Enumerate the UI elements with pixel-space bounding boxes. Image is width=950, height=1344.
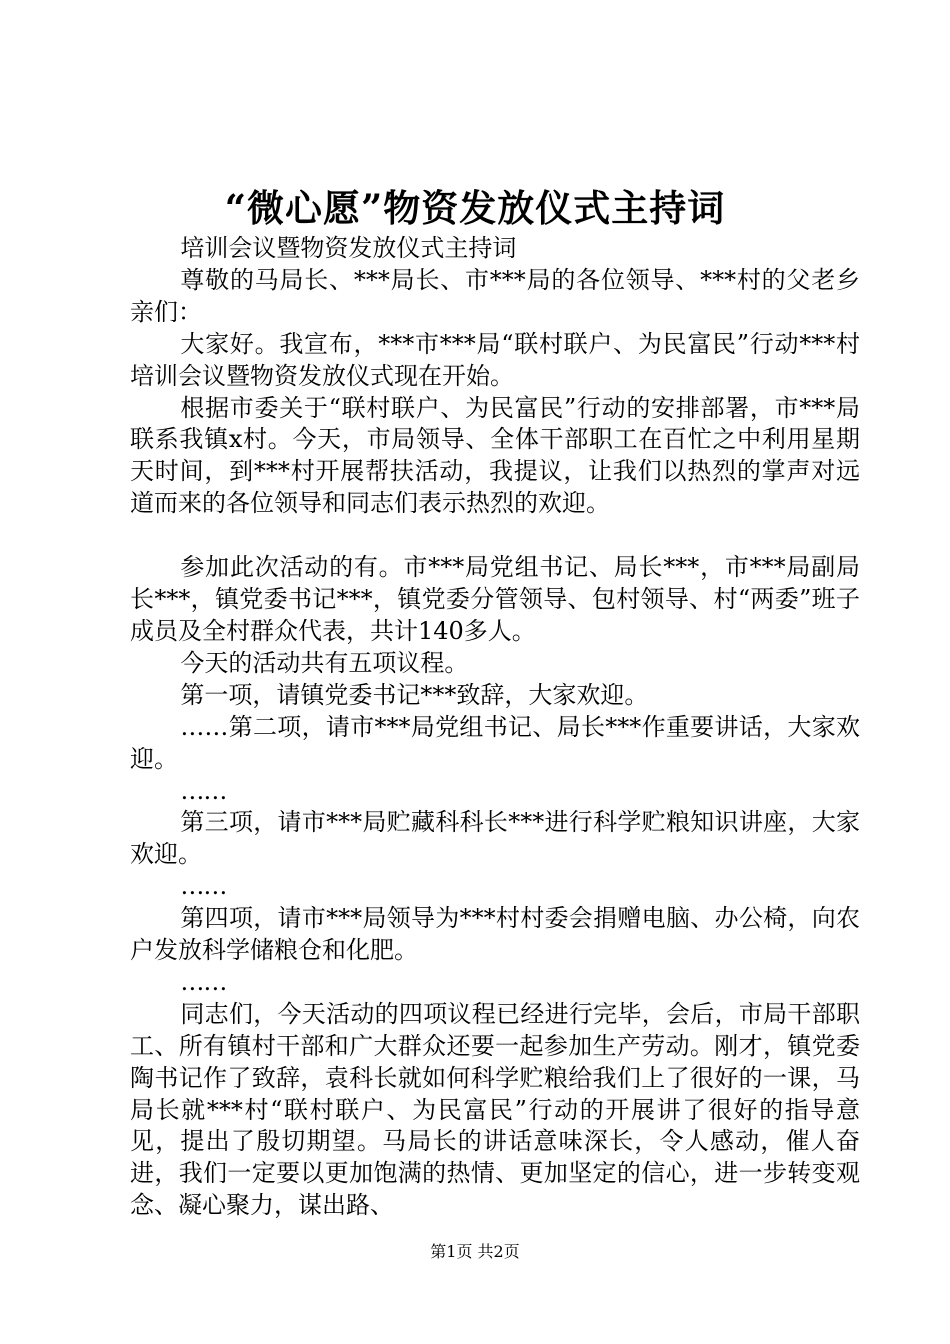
paragraph-attendees: 参加此次活动的有。市***局党组书记、局长***，市***局副局长***，镇党委书记***，镇党委分管领导、包村领导、村“两委”班子成员及全村群众代表，共计140多人。 [130,553,860,645]
paragraph-item-4: 第四项，请市***局领导为***村村委会捐赠电脑、办公椅，向农户发放科学储粮仓和化肥。 [130,904,860,965]
paragraph-background: 根据市委关于“联村联户、为民富民”行动的安排部署，市***局联系我镇x村。今天，市局领导、全体干部职工在百忙之中利用星期天时间，到***村开展帮扶活动，我提议，让我们以热烈的掌声对远道而来的各位领导和同志们表示热烈的欢迎。 [130,393,860,518]
page-footer: 第1页 共2页 [430,1242,520,1261]
document-body [130,233,860,1222]
paragraph-ellipsis: …… [180,872,227,901]
paragraph-closing: 同志们，今天活动的四项议程已经进行完毕，会后，市局干部职工、所有镇村干部和广大群众还要一起参加生产劳动。刚才，镇党委陶书记作了致辞，袁科长就如何科学贮粮给我们上了很好的一课，马局长就***村“联村联户、为民富民”行动的开展讲了很好的指导意见，提出了殷切期望。马局长的讲话意味深长，令人感动，催人奋进，我们一定要以更加饱满的热情、更加坚定的信心，进一步转变观念、凝心聚力，谋出路、 [130,999,860,1220]
paragraph-item-3: 第三项，请市***局贮藏科科长***进行科学贮粮知识讲座，大家欢迎。 [130,808,860,869]
paragraph-item-1: 第一项，请镇党委书记***致辞，大家欢迎。 [180,680,649,709]
paragraph-ellipsis: …… [180,967,227,996]
document-title: “微心愿”物资发放仪式主持词 [224,186,726,230]
paragraph-opening: 大家好。我宣布，***市***局“联村联户、为民富民”行动***村培训会议暨物资发放仪式现在开始。 [130,329,860,390]
paragraph-ellipsis: …… [180,776,227,805]
paragraph-item-2: ……第二项，请市***局党组书记、局长***作重要讲话，大家欢迎。 [130,712,860,773]
paragraph-salutation: 尊敬的马局长、***局长、市***局的各位领导、***村的父老乡亲们： [130,265,860,326]
paragraph-subtitle: 培训会议暨物资发放仪式主持词 [180,234,517,262]
paragraph-agenda-intro: 今天的活动共有五项议程。 [180,648,469,677]
